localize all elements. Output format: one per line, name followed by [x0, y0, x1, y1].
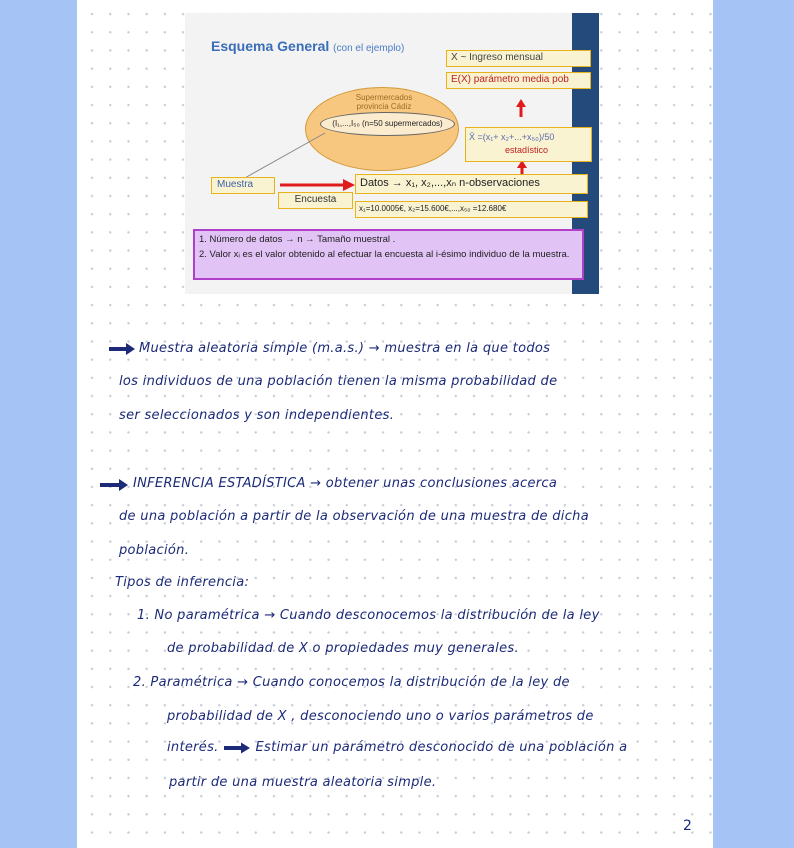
note-line-6: población.: [119, 543, 190, 558]
note-line-13: partir de una muestra aleatoria simple.: [169, 775, 437, 790]
note-1: 1. Número de datos → n → Tamaño muestral .: [199, 234, 396, 245]
datos-box: Datos → x₁, x₂,...,xₙ n-observaciones: [355, 174, 588, 194]
note-line-8: 1. No paramétrica → Cuando desconocemos la distribución de la ley: [137, 608, 600, 623]
encuesta-box: Encuesta: [278, 192, 353, 209]
notes-box: [193, 229, 584, 280]
bold-arrow-icon: [223, 742, 251, 754]
notebook-page: [77, 0, 713, 848]
note-line-10: 2. Paramétrica → Cuando conocemos la distribución de la ley de: [133, 675, 570, 690]
bold-arrow-icon: [108, 342, 136, 356]
sample-units-ellipse: (I₁,...,I₅₀ (n=50 supermercados): [320, 112, 455, 136]
population-mean-box: E(X) parámetro media pob: [446, 72, 591, 89]
note-2: 2. Valor xᵢ es el valor obtenido al efectuar la encuesta al i-ésimo individuo de la muestra.: [199, 249, 570, 260]
page-number: 2: [683, 818, 693, 834]
random-variable-box: X ~ Ingreso mensual: [446, 50, 591, 67]
note-line-3: ser seleccionados y son independientes.: [119, 408, 395, 423]
lecture-slide-image: [185, 13, 599, 294]
note-line-12: interés. Estimar un parámetro desconocido de una población a: [167, 740, 628, 755]
note-line-2: los individuos de una población tienen la misma probabilidad de: [119, 374, 558, 389]
note-line-9: de probabilidad de X o propiedades muy generales.: [167, 641, 519, 656]
note-line-5: de una población a partir de la observación de una muestra de dicha: [119, 509, 589, 524]
note-line-11: probabilidad de X , desconociendo uno o varios parámetros de: [167, 709, 594, 724]
slide-title: Esquema General (con el ejemplo): [211, 38, 405, 54]
statistic-label: estadístico: [505, 145, 549, 155]
statistic-formula: X̄ =(x₁+ x₂+...+x₅₀)/50: [469, 132, 555, 142]
note-line-4: INFERENCIA ESTADÍSTICA → obtener unas conclusiones acerca: [133, 476, 558, 491]
population-label: Supermercados provincia Cádiz: [355, 93, 413, 111]
values-box: x₁=10.0005€, x₂=15.600€,...,x₅₀ =12.680€: [355, 201, 588, 218]
note-line-7: Tipos de inferencia:: [115, 575, 250, 590]
muestra-box: Muestra: [211, 177, 275, 194]
bold-arrow-icon: [99, 478, 129, 492]
note-line-1: Muestra aleatoria simple (m.a.s.) → muestra en la que todos: [139, 341, 551, 356]
